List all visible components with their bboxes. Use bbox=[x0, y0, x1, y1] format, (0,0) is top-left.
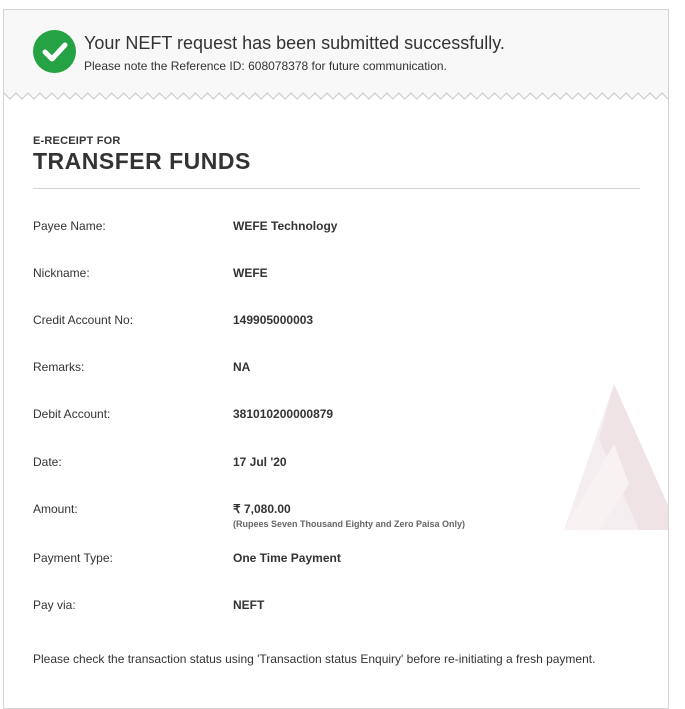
date-label: Date: bbox=[33, 455, 62, 469]
pay-via-value: NEFT bbox=[233, 598, 265, 612]
zigzag-divider bbox=[4, 89, 668, 103]
debit-account-label: Debit Account: bbox=[33, 407, 111, 421]
payment-type-value: One Time Payment bbox=[233, 551, 341, 565]
status-enquiry-note: Please check the transaction status using 'Transaction status Enquiry' before re-initiating a fresh payment. bbox=[33, 652, 596, 666]
credit-account-value: 149905000003 bbox=[233, 313, 314, 327]
title-divider bbox=[33, 188, 640, 189]
success-check-icon bbox=[33, 30, 76, 73]
credit-account-label: Credit Account No: bbox=[33, 313, 134, 327]
payee-name-value: WEFE Technology bbox=[233, 219, 338, 233]
receipt-title: TRANSFER FUNDS bbox=[33, 148, 251, 174]
pay-via-label: Pay via: bbox=[33, 598, 76, 612]
receipt-card bbox=[3, 9, 669, 709]
amount-in-words: (Rupees Seven Thousand Eighty and Zero Paisa Only) bbox=[233, 519, 466, 529]
amount-value: ₹ 7,080.00 bbox=[233, 502, 291, 516]
nickname-label: Nickname: bbox=[33, 266, 90, 280]
receipt-label: E-RECEIPT FOR bbox=[33, 135, 121, 147]
amount-label: Amount: bbox=[33, 502, 78, 516]
debit-account-value: 381010200000879 bbox=[233, 407, 334, 421]
payee-name-label: Payee Name: bbox=[33, 219, 106, 233]
bank-logo-watermark-icon bbox=[544, 384, 669, 530]
payment-type-label: Payment Type: bbox=[33, 551, 113, 565]
nickname-value: WEFE bbox=[233, 266, 268, 280]
remarks-label: Remarks: bbox=[33, 360, 85, 374]
reference-id-note: Please note the Reference ID: 608078378 for future communication. bbox=[84, 59, 447, 73]
date-value: 17 Jul '20 bbox=[233, 455, 287, 469]
remarks-value: NA bbox=[233, 360, 251, 374]
success-message: Your NEFT request has been submitted successfully. bbox=[84, 33, 505, 53]
